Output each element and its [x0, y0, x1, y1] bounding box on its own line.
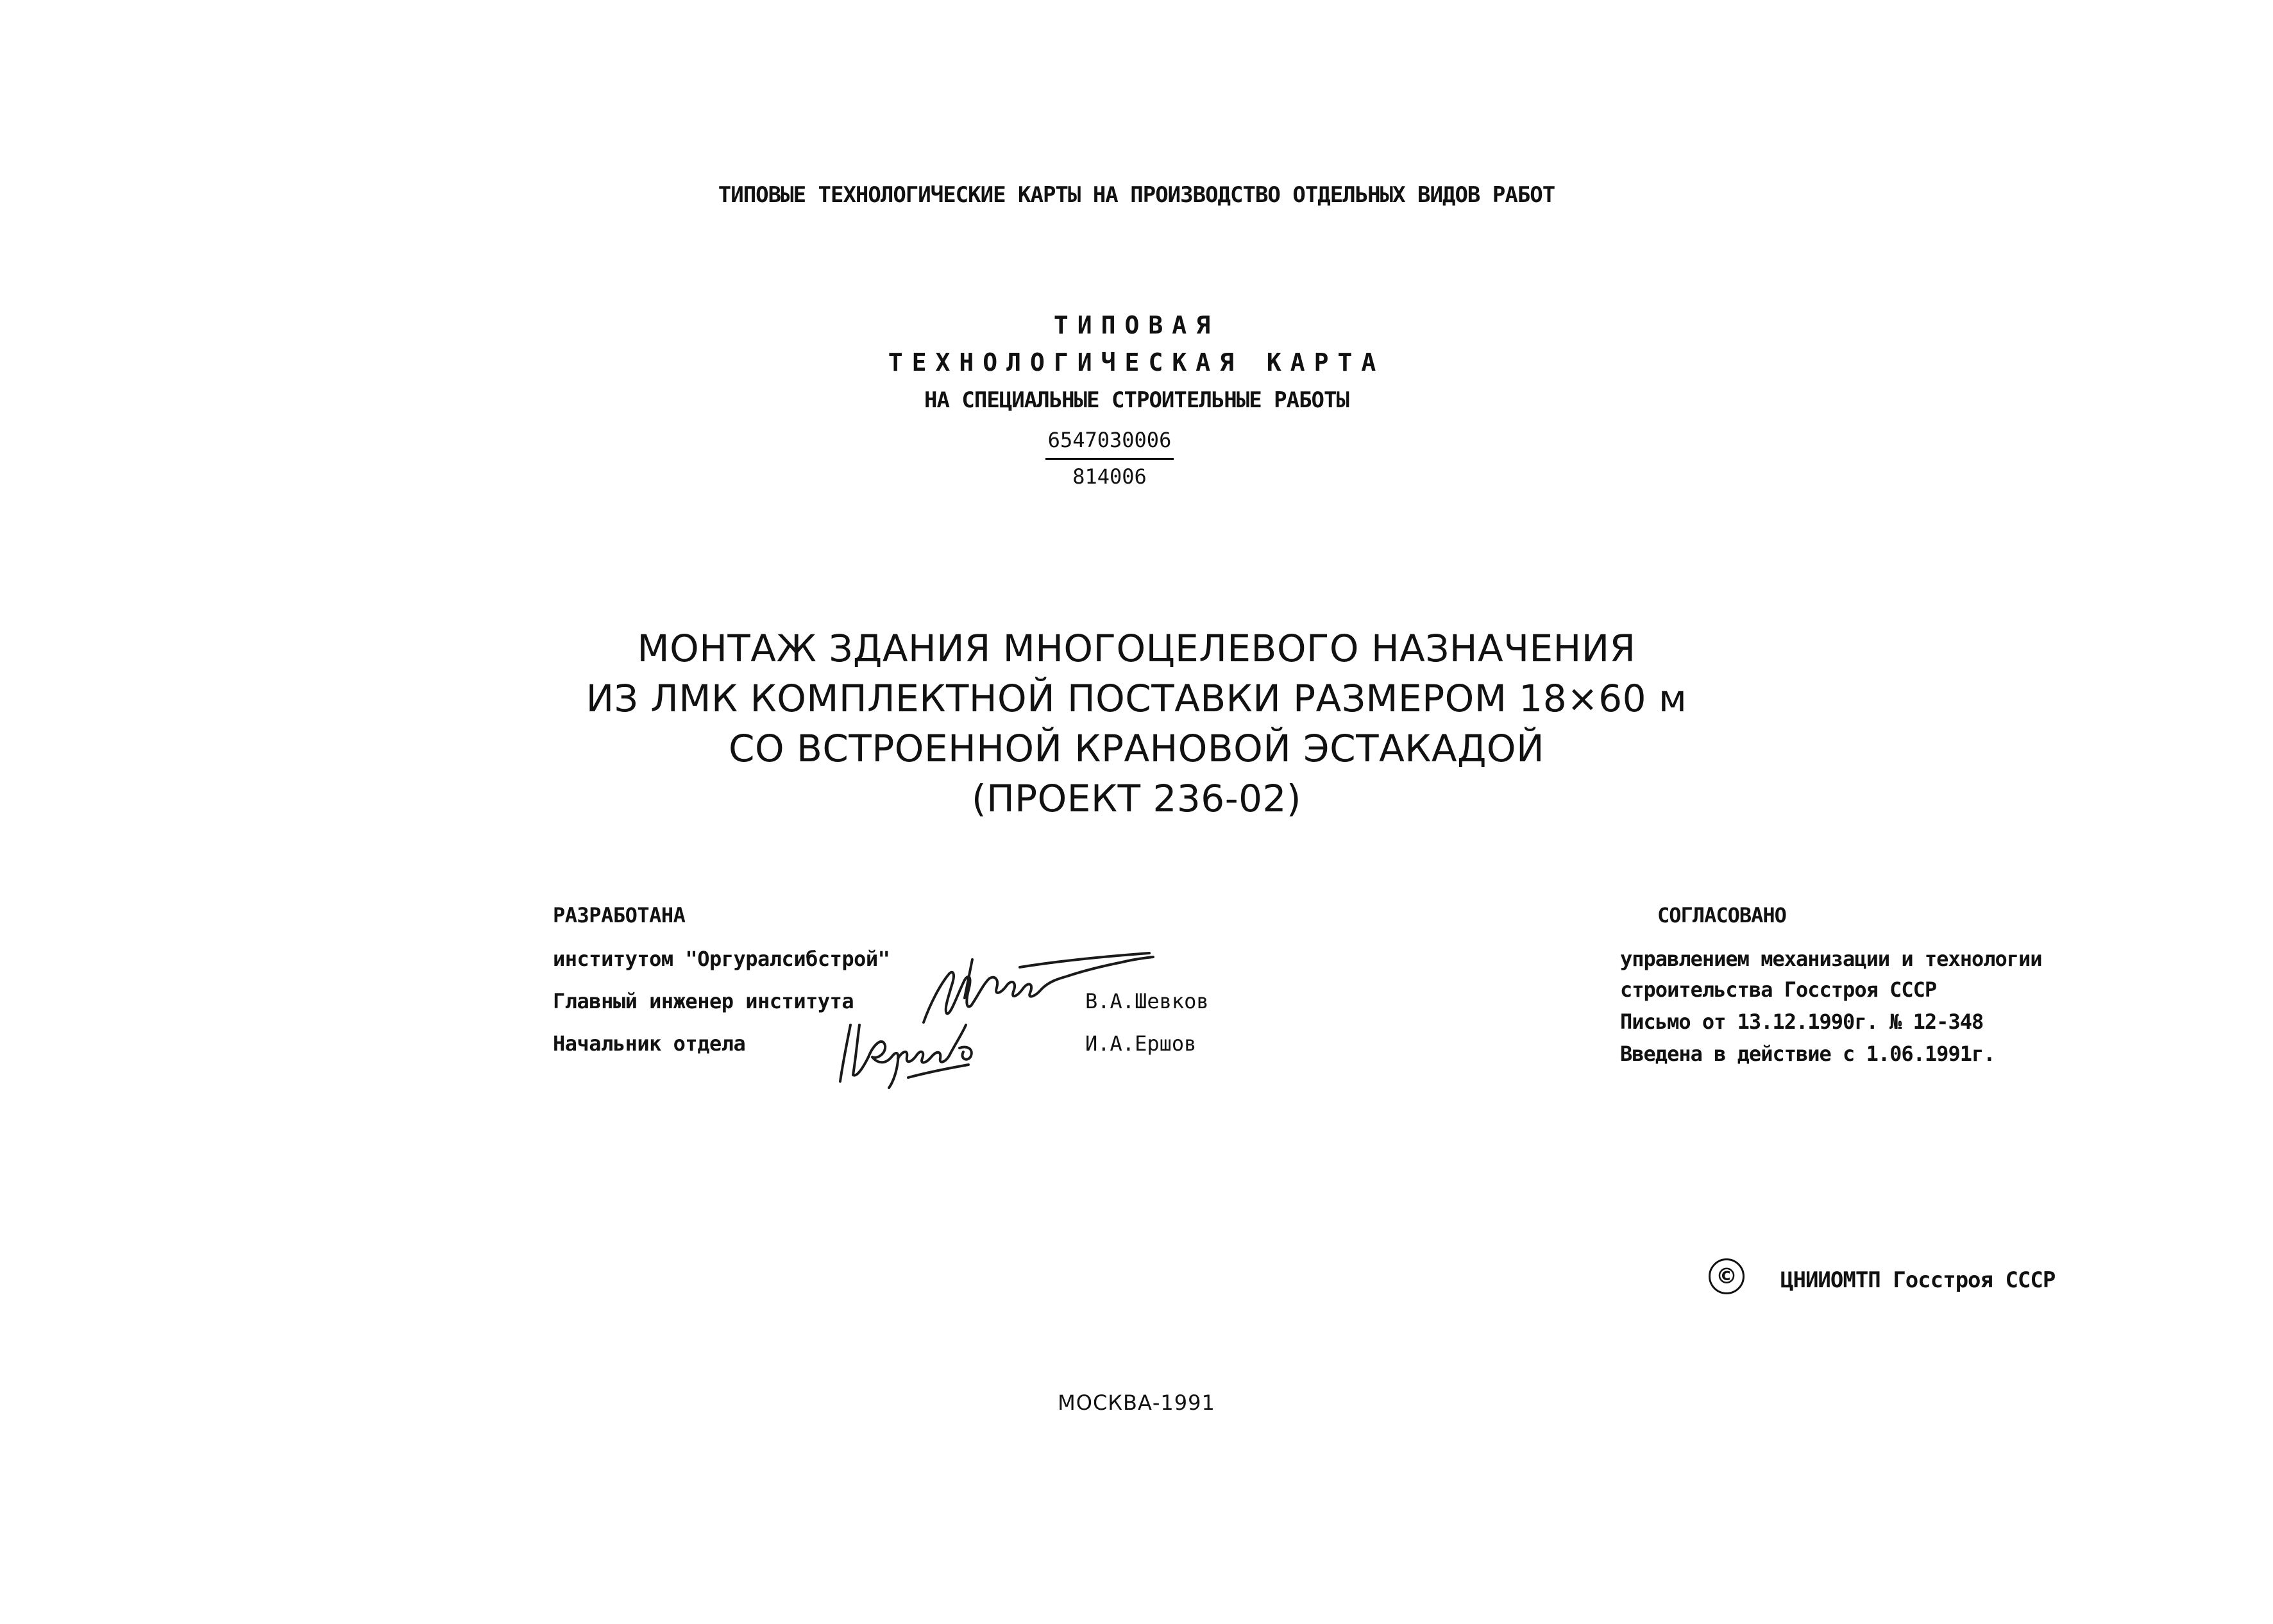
- document-code: [1013, 423, 1206, 493]
- card-scope-line: НА СПЕЦИАЛЬНЫЕ СТРОИТЕЛЬНЫЕ РАБОТЫ: [924, 387, 1349, 413]
- main-title-line-2: ИЗ ЛМК КОМПЛЕКТНОЙ ПОСТАВКИ РАЗМЕРОМ 18×60 м: [586, 677, 1687, 720]
- main-title-line-1: МОНТАЖ ЗДАНИЯ МНОГОЦЕЛЕВОГО НАЗНАЧЕНИЯ: [637, 627, 1636, 670]
- approved-heading: СОГЛАСОВАНО: [1657, 903, 1786, 927]
- chief-engineer-name: В.А.Шевков: [1085, 989, 1209, 1013]
- dept-head-role: Начальник отдела: [553, 1031, 746, 1056]
- dept-head-signature: [831, 1006, 998, 1089]
- dept-head-name: И.А.Ершов: [1085, 1031, 1197, 1056]
- code-denominator: 814006: [1072, 464, 1147, 489]
- developed-heading: РАЗРАБОТАНА: [553, 903, 686, 927]
- card-kind-line: ТЕХНОЛОГИЧЕСКАЯ КАРТА: [888, 348, 1385, 376]
- approved-authority: управлением механизации и технологии: [1620, 947, 2042, 971]
- code-numerator: 6547030006: [1045, 423, 1174, 460]
- copyright-icon: ©: [1709, 1258, 1745, 1294]
- main-title-line-3: СО ВСТРОЕННОЙ КРАНОВОЙ ЭСТАКАДОЙ: [729, 727, 1544, 770]
- card-heading: [752, 307, 1521, 419]
- effective-date: Введена в действие с 1.06.1991г.: [1620, 1042, 1995, 1066]
- main-title: [0, 623, 2273, 824]
- developer-institute: институтом "Оргуралсибстрой": [553, 947, 890, 971]
- series-title: ТИПОВЫЕ ТЕХНОЛОГИЧЕСКИЕ КАРТЫ НА ПРОИЗВОДСТВО ОТДЕЛЬНЫХ ВИДОВ РАБОТ: [718, 182, 1555, 208]
- card-type-line: ТИПОВАЯ: [1053, 311, 1220, 339]
- main-title-line-4: (ПРОЕКТ 236-02): [971, 777, 1302, 820]
- approval-letter: Письмо от 13.12.1990г. № 12-348: [1620, 1010, 1984, 1034]
- city-year: МОСКВА-1991: [1058, 1391, 1215, 1415]
- copyright-holder: ЦНИИОМТП Госстроя СССР: [1780, 1267, 2056, 1293]
- chief-engineer-role: Главный инженер института: [553, 989, 854, 1013]
- approved-authority-cont: строительства Госстроя СССР: [1620, 977, 1937, 1002]
